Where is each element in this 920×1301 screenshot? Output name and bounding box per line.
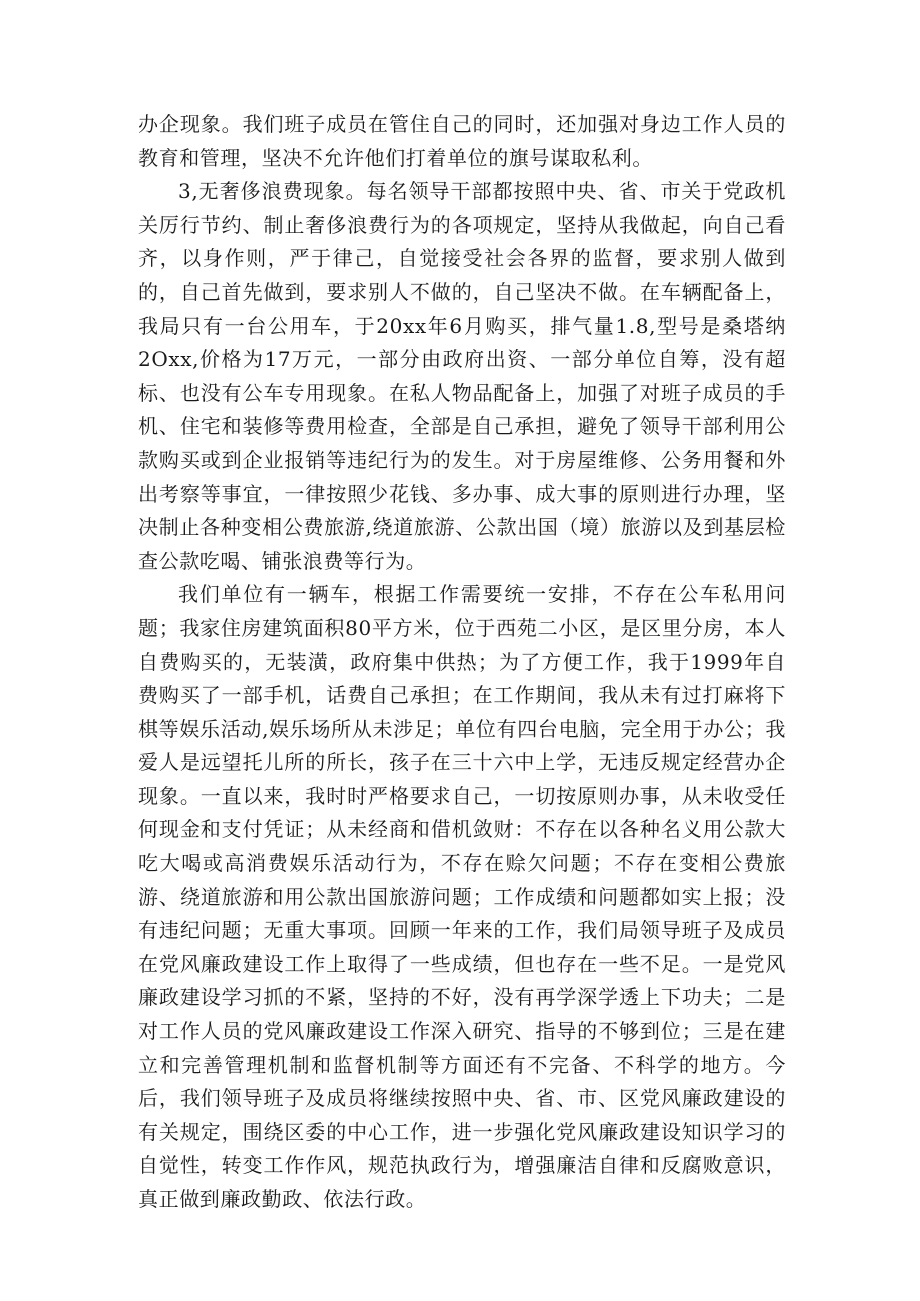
paragraph-2: 3,无奢侈浪费现象。每名领导干部都按照中央、省、市关于党政机关厉行节约、制止奢侈浪费行为的各项规定，坚持从我做起，向自己看齐，以身作则，严于律己，自觉接受社会各界的监督，要求别人做到的，自己首先做到，要求别人不做的，自己坚决不做。在车辆配备上，我局只有一台公用车，于20xx年6月购买，排气量1.8,型号是桑塔纳2Oxx,价格为17万元，一部分由政府出资、一部分单位自筹，没有超标、也没有公车专用现象。在私人物品配备上，加强了对班子成员的手机、住宅和装修等费用检查，全部是自己承担，避免了领导干部利用公款购买或到企业报销等违纪行为的发生。对于房屋维修、公务用餐和外出考察等事宜，一律按照少花钱、多办事、成大事的原则进行办理，坚决制止各种变相公费旅游,绕道旅游、公款出国（境）旅游以及到基层检查公款吃喝、铺张浪费等行为。: [138, 179, 786, 573]
document-body: [138, 108, 786, 1217]
paragraph-1: 办企现象。我们班子成员在管住自己的同时，还加强对身边工作人员的教育和管理，坚决不允许他们打着单位的旗号谋取私利。: [138, 112, 786, 170]
paragraph-3: 我们单位有一辆车，根据工作需要统一安排，不存在公车私用问题；我家住房建筑面积80平方米，位于西苑二小区，是区里分房，本人自费购买的，无装潢，政府集中供热；为了方便工作，我于1999年自费购买了一部手机，话费自己承担；在工作期间，我从未有过打麻将下棋等娱乐活动,娱乐场所从未涉足；单位有四台电脑，完全用于办公；我爱人是远望托儿所的所长，孩子在三十六中上学，无违反规定经营办企现象。一直以来，我时时严格要求自己，一切按原则办事，从未收受任何现金和支付凭证；从未经商和借机敛财：不存在以各种名义用公款大吃大喝或高消费娱乐活动行为，不存在赊欠问题；不存在变相公费旅游、绕道旅游和用公款出国旅游问题；工作成绩和问题都如实上报；没有违纪问题；无重大事项。回顾一年来的工作，我们局领导班子及成员在党风廉政建设工作上取得了一些成绩，但也存在一些不足。一是党风廉政建设学习抓的不紧，坚持的不好，没有再学深学透上下功夫；二是对工作人员的党风廉政建设工作深入研究、指导的不够到位；三是在建立和完善管理机制和监督机制等方面还有不完备、不科学的地方。今后，我们领导班子及成员将继续按照中央、省、市、区党风廉政建设的有关规定，围绕区委的中心工作，进一步强化党风廉政建设知识学习的自觉性，转变工作作风，规范执政行为，增强廉洁自律和反腐败意识，真正做到廉政勤政、依法行政。: [138, 582, 786, 1211]
